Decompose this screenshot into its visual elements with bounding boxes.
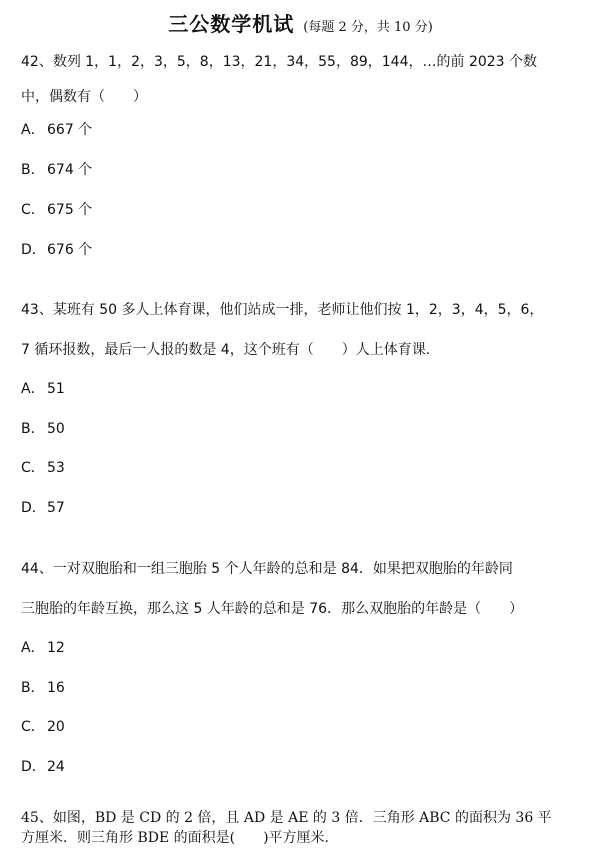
option-label: C． <box>21 719 45 735</box>
question-text-line: 中，偶数有（ ） <box>21 89 147 105</box>
option-b <box>21 161 92 179</box>
option-c <box>21 718 65 736</box>
option-text: 51 <box>47 381 65 397</box>
option-label: A． <box>21 640 45 656</box>
option-label: B． <box>21 421 45 437</box>
option-label: D． <box>21 500 46 516</box>
option-text: 12 <box>47 640 65 656</box>
option-b <box>21 420 65 438</box>
option-d <box>21 758 65 776</box>
question-text-line: 三胞胎的年龄互换，那么这 5 人年龄的总和是 76．那么双胞胎的年龄是（ ） <box>21 601 524 617</box>
option-text: 667 个 <box>47 122 93 138</box>
option-label: D． <box>21 759 46 775</box>
option-text: 674 个 <box>47 162 93 178</box>
exam-title <box>0 8 601 37</box>
option-d <box>21 241 92 259</box>
option-a <box>21 121 92 139</box>
option-text: 50 <box>47 421 65 437</box>
option-text: 53 <box>47 460 65 476</box>
option-label: C． <box>21 202 45 218</box>
question-text-line: 7 循环报数，最后一人报的数是 4，这个班有（ ）人上体育课. <box>21 342 431 358</box>
option-text: 20 <box>47 719 65 735</box>
option-label: B． <box>21 680 45 696</box>
option-c <box>21 459 65 477</box>
question-text-line: 方厘米．则三角形 BDE 的面积是( )平方厘米. <box>21 830 330 846</box>
question-text-line: 45、如图，BD 是 CD 的 2 倍，且 AD 是 AE 的 3 倍．三角形 ABC 的面积为 36 平 <box>21 810 552 826</box>
option-a <box>21 639 65 657</box>
option-text: 57 <box>47 500 65 516</box>
question-text-line: 44、一对双胞胎和一组三胞胎 5 个人年龄的总和是 84．如果把双胞胎的年龄同 <box>21 561 513 577</box>
option-label: A． <box>21 122 45 138</box>
option-a <box>21 380 65 398</box>
option-text: 676 个 <box>47 242 93 258</box>
option-label: A． <box>21 381 45 397</box>
question-45 <box>21 808 581 848</box>
option-text: 16 <box>47 680 65 696</box>
page-title: 三公数学机试 <box>168 12 295 36</box>
option-label: B． <box>21 162 45 178</box>
option-d <box>21 499 65 517</box>
option-label: C． <box>21 460 45 476</box>
option-text: 675 个 <box>47 202 93 218</box>
question-text-line: 42、数列 1，1，2，3，5，8，13，21，34，55，89，144，…的前 2023 个数 <box>21 54 538 70</box>
option-label: D． <box>21 242 46 258</box>
option-b <box>21 679 65 697</box>
question-text-line: 43、某班有 50 多人上体育课，他们站成一排，老师让他们按 1，2，3，4，5，6， <box>21 302 544 318</box>
scoring-note: (每题 2 分，共 10 分) <box>303 20 433 35</box>
option-c <box>21 201 92 219</box>
option-text: 24 <box>47 759 65 775</box>
